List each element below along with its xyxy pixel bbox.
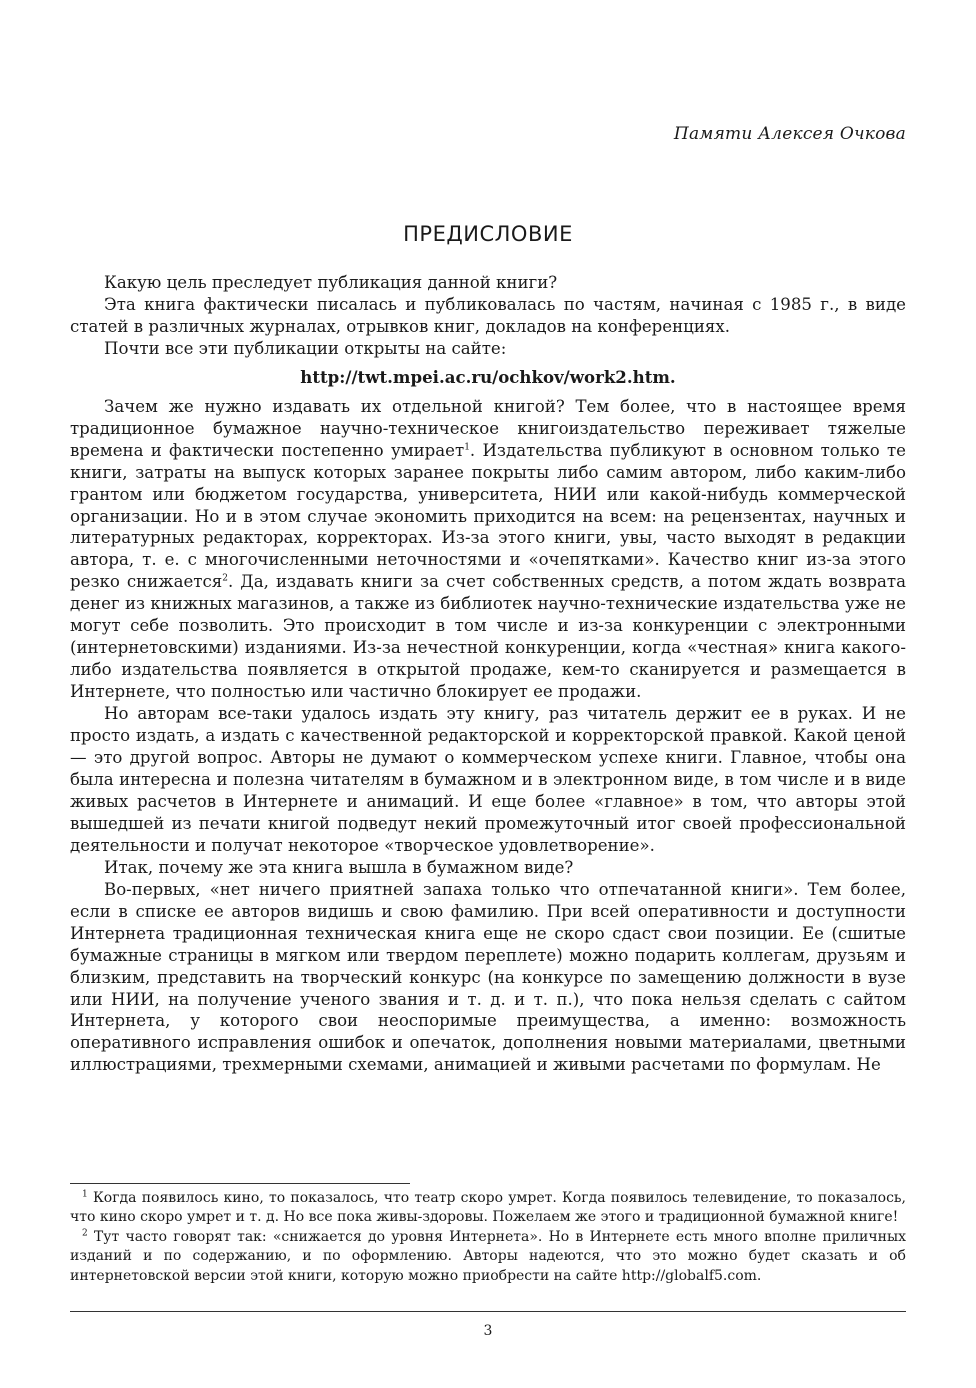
footnote-ref-2: 2 xyxy=(222,573,228,584)
footnote-ref-1: 1 xyxy=(464,442,470,453)
footnotes xyxy=(70,1189,906,1286)
page-bottom-rule xyxy=(70,1311,906,1312)
paragraph: Почти все эти публикации открыты на сайте: xyxy=(104,338,507,358)
footnote-1 xyxy=(70,1189,906,1228)
paragraph: Но авторам все-таки удалось издать эту книгу, раз читатель держит ее в руках. И не просто издать, а издать с качественной редакторской и корректорской правкой. Какой ценой — это другой вопрос. Авторы не думают о коммерческом успехе книги. Главное, чтобы она была интересна и полезна читателям в бумажном и в электронном виде, в том числе и в виде живых расчетов в Интернете и анимаций. И еще более «главное» в том, что авторы этой вышедшей из печати книгой подведут некий промежуточный итог своей профессиональной деятельности и получат некоторое «творческое удовлетворение». xyxy=(70,704,906,855)
paragraph: Какую цель преследует публикация данной книги? xyxy=(104,273,558,292)
paragraph: Во-первых, «нет ничего приятней запаха только что отпечатанной книги». Тем более, если в списке ее авторов видишь и свою фамилию. При всей оперативности и доступности Интернета традиционная техническая книга еще не скоро сдаст свои позиции. Ее (сшитые бумажные страницы в мягком или твердом переплете) можно подарить коллегам, друзьям и близким, представить на творческий конкурс (на конкурсе по замещению должности в вузе или НИИ, на получение ученого звания и т. д. и т. п.), что пока нельзя сделать с сайтом Интернета, у которого свои неоспоримые преимущества, а именно: возможность оперативного исправления ошибок и опечаток, дополнения новыми материалами, цветными иллюстрациями, трехмерными схемами, анимацией и живыми расчетами по формулам. Не xyxy=(70,879,906,1075)
footnote-mark: 2 xyxy=(82,1228,88,1239)
footnote-text: Тут часто говорят так: «снижается до уровня Интернета». Но в Интернете есть много вполне приличных изданий и по содержанию, и по оформлению. Авторы надеются, что это можно будет сказать и об интернетовской версии этой книги, которую можно приобрести на сайте http://globalf5.com. xyxy=(70,1228,906,1284)
preface-body xyxy=(70,272,906,1076)
paragraph-text: Зачем же нужно издавать их отдельной книгой? Тем более, что в настоящее время традиционное бумажное научно-техническое книгоиздательство переживает тяжелые времена и фактически постепенно умирает xyxy=(70,396,906,460)
website-url: http://twt.mpei.ac.ru/ochkov/work2.htm. xyxy=(300,366,676,387)
footnote-2 xyxy=(70,1228,906,1286)
paragraph-text: . Да, издавать книги за счет собственных средств, а потом ждать возврата денег из книжных магазинов, а также из библиотек научно-технические издательства уже не могут себе позволить. Это происходит в том числе и из-за конкуренции с электронными (интернетовскими) изданиями. Из-за нечестной конкуренции, когда «честная» книга какого-либо издательства появляется в открытой продаже, кем-то сканируется и размещается в Интернете, что полностью или частично блокирует ее продажи. xyxy=(70,572,906,702)
paragraph: Эта книга фактически писалась и публиковалась по частям, начиная с 1985 г., в виде статей в различных журналах, отрывков книг, докладов на конференциях. xyxy=(70,294,906,336)
paragraph xyxy=(70,396,906,703)
page-title: ПРЕДИСЛОВИЕ xyxy=(403,222,573,246)
footnote-mark: 1 xyxy=(82,1189,88,1200)
book-page xyxy=(70,0,906,1388)
footnote-divider xyxy=(70,1183,410,1184)
paragraph: Итак, почему же эта книга вышла в бумажном виде? xyxy=(104,857,574,877)
page-number: 3 xyxy=(483,1323,493,1339)
dedication: Памяти Алексея Очкова xyxy=(673,124,906,144)
paragraph-text: . Издательства публикуют в основном только те книги, затраты на выпуск которых заранее покрыты либо самим автором, либо каким-либо грантом или бюджетом государства, университета, НИИ или какой-нибудь коммерческой организации. Но и в этом случае экономить приходится на всем: на рецензентах, научных и литературных редакторах, корректорах. Из-за этого книги, увы, часто выходят в редакции автора, т. е. с многочисленными неточностями и «очепятками». Качество книг из-за этого резко снижается xyxy=(70,440,906,592)
footnote-text: Когда появилось кино, то показалось, что театр скоро умрет. Когда появилось телевидение, то показалось, что кино скоро умрет и т. д. Но все пока живы-здоровы. Пожелаем же этого и традиционной бумажной книге! xyxy=(70,1190,906,1226)
